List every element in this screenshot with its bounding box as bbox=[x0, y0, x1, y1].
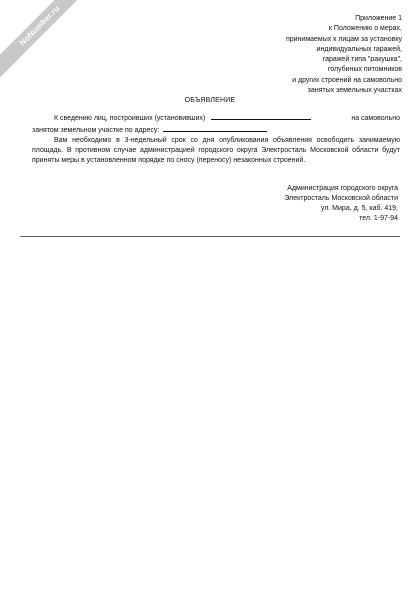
appendix-line: гаражей типа "ракушка", bbox=[322, 56, 402, 64]
appendix-header bbox=[182, 14, 402, 96]
address-blank-line[interactable] bbox=[163, 124, 267, 132]
paragraph-1-cont: занятом земельном участке по адресу: bbox=[32, 127, 160, 134]
notice-body bbox=[32, 112, 400, 166]
signature-line: Администрация городского округа bbox=[287, 185, 398, 192]
appendix-line: принимаемых к лицам за установку bbox=[285, 35, 402, 43]
watermark-text: NoNumber.ru bbox=[17, 3, 62, 48]
paragraph-2: Вам необходимо в 3-недельный срок со дня опубликования объявления освободить занимаемую площадь. В противном случае администрацией городского округа Электросталь Московской области будут приняты меры в установленном порядке по сносу (переносу) незаконных строений. bbox=[32, 137, 400, 164]
paragraph-1-line-1 bbox=[32, 112, 400, 124]
horizontal-divider bbox=[20, 236, 400, 237]
appendix-line: голубиных питомников bbox=[327, 66, 402, 74]
signature-line: ул. Мира, д. 5, каб. 419, bbox=[320, 205, 398, 212]
document-title: ОБЪЯВЛЕНИЕ bbox=[184, 97, 236, 104]
watermark-ribbon bbox=[0, 0, 95, 81]
appendix-line: занятых земельных участках bbox=[307, 87, 402, 95]
paragraph-1-end: на самовольно bbox=[351, 115, 400, 122]
paragraph-1-start: К сведению лиц, построивших (установивших) bbox=[54, 115, 206, 122]
appendix-line: Приложение 1 bbox=[355, 15, 402, 22]
appendix-line: к Положению о мерах, bbox=[328, 25, 402, 33]
appendix-line: индивидуальных гаражей, bbox=[316, 45, 402, 53]
signature-line: тел. 1-97-94 bbox=[359, 215, 398, 222]
paragraph-1-line-2 bbox=[32, 124, 400, 136]
signature-line: Электросталь Московской области bbox=[284, 195, 398, 202]
appendix-line: и других строений на самовольно bbox=[292, 76, 402, 84]
signature-block bbox=[284, 184, 398, 224]
name-blank-line[interactable] bbox=[211, 112, 311, 120]
